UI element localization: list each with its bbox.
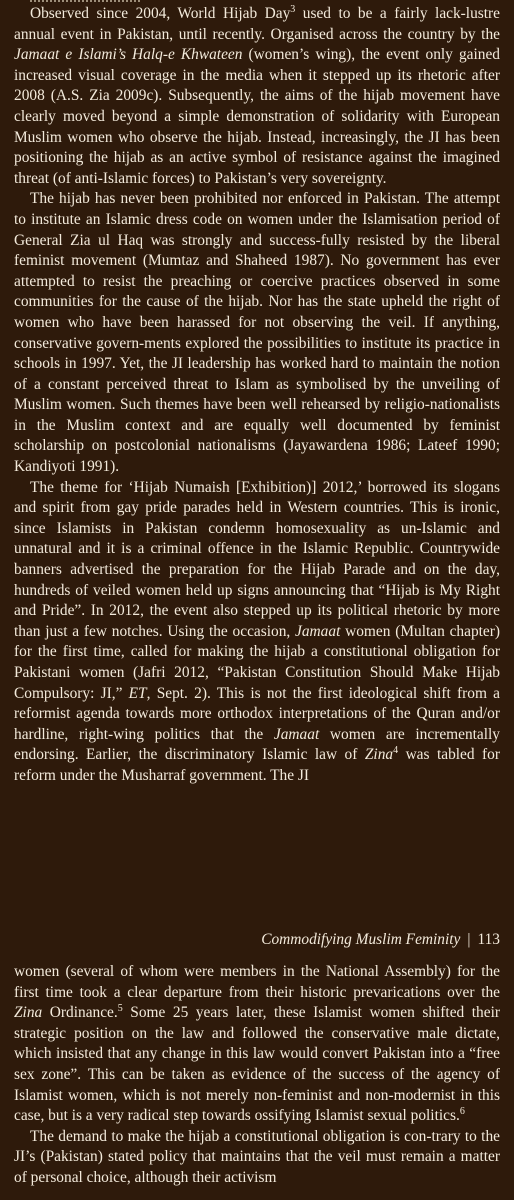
page-113-body-text xyxy=(14,962,500,1189)
running-head-title: Commodifying Muslim Feminity xyxy=(261,931,461,948)
paragraph-constitutional-obligation: The demand to make the hijab a constitutional obligation is con-trary to the JI’s (Pakistan) stated policy that maintains that the veil must remain a matter of personal choice, although their activism xyxy=(14,1127,500,1186)
running-head-separator: | xyxy=(467,931,471,948)
paragraph-zina-ordinance: women (several of whom were members in the National Assembly) for the first time took a clear departure from their historic prevarications over the Zina Ordinance.$^5$ Some 25 years later, these Islamist women shifted their strategic position on the law and followed the conservative male dictate, which insisted that any change in this law would convert Pakistan into a “free sex zone”. This can be taken as evidence of the success of the agency of Islamist women, which is not merely non-feminist and non-modernist in this case, but is a very radical step towards ossifying Islamist sexual politics.$^6$ xyxy=(14,963,500,1125)
footnote-marker: 3 xyxy=(290,3,296,15)
footnote-marker: 6 xyxy=(459,1106,465,1118)
page-112-body-text xyxy=(14,4,500,787)
paragraph-world-hijab-day: Observed since 2004, World Hijab Day$^3$ used to be a fairly lack-lustre annual event in Pakistan, until recently. Organised across the country by the Jamaat e Islami’s Halq-e Khwateen (women’s wing), the event only gained increased visual coverage in the media when it stepped up its rhetoric after 2008 (A.S. Zia 2009c). Subsequently, the aims of the hijab movement have clearly moved beyond a simple demonstration of solidarity with European Muslim women who observe the hijab. Instead, increasingly, the JI has been positioning the hijab as an active symbol of resistance against the imagined threat (of anti-Islamic forces) to Pakistan’s very sovereignty. xyxy=(14,3,500,187)
footnote-marker: 4 xyxy=(393,745,399,757)
footnote-marker: 5 xyxy=(117,1003,123,1015)
paragraph-hijab-numaish: The theme for ‘Hijab Numaish [Exhibition)] 2012,’ borrowed its slogans and spirit from gay pride parades held in Western countries. This is ironic, since Islamists in Pakistan condemn homosexuality as un-Islamic and unnatural and it is a criminal offence in the Islamic Republic. Countrywide banners advertised the preparation for the Hijab Parade and on the day, hundreds of veiled women held up signs announcing that “Hijab is My Right and Pride”. In 2012, the event also stepped up its political rhetoric by more than just a few notches. Using the occasion, Jamaat women (Multan chapter) for the first time, called for making the hijab a constitutional obligation for Pakistani women (Jafri 2012, “Pakistan Constitution Should Make Hijab Compulsory: JI,” ET, Sept. 2). This is not the first ideological shift from a reformist agenda towards more orthodox interpretations of the Quran and/or hardline, right-wing politics that the Jamaat women are incrementally endorsing. Earlier, the discriminatory Islamic law of Zina$^4$ was tabled for reform under the Musharraf government. The JI xyxy=(14,478,500,784)
paragraph-hijab-never-prohibited: The hijab has never been prohibited nor enforced in Pakistan. The attempt to institute an Islamic dress code on women under the Islamisation period of General Zia ul Haq was strongly and success-fully resisted by the liberal feminist movement (Mumtaz and Shaheed 1987). No government has ever attempted to resist the preaching or coercive practices observed in some communities for the cause of the hijab. Nor has the state upheld the right of women who have been harassed for not observing the veil. If anything, conservative govern-ments explored the possibilities to institute its practice in schools in 1997. Yet, the JI leadership has worked hard to maintain the notion of a constant perceived threat to Islam as symbolised by the unveiling of Muslim women. Such themes have been well rehearsed by religio-nationalists in the Muslim context and are equally well documented by feminist scholarship on postcolonial nationalisms (Jayawardena 1986; Lateef 1990; Kandiyoti 1991). xyxy=(14,190,500,476)
page-number: 113 xyxy=(477,931,500,948)
running-header xyxy=(261,930,500,950)
